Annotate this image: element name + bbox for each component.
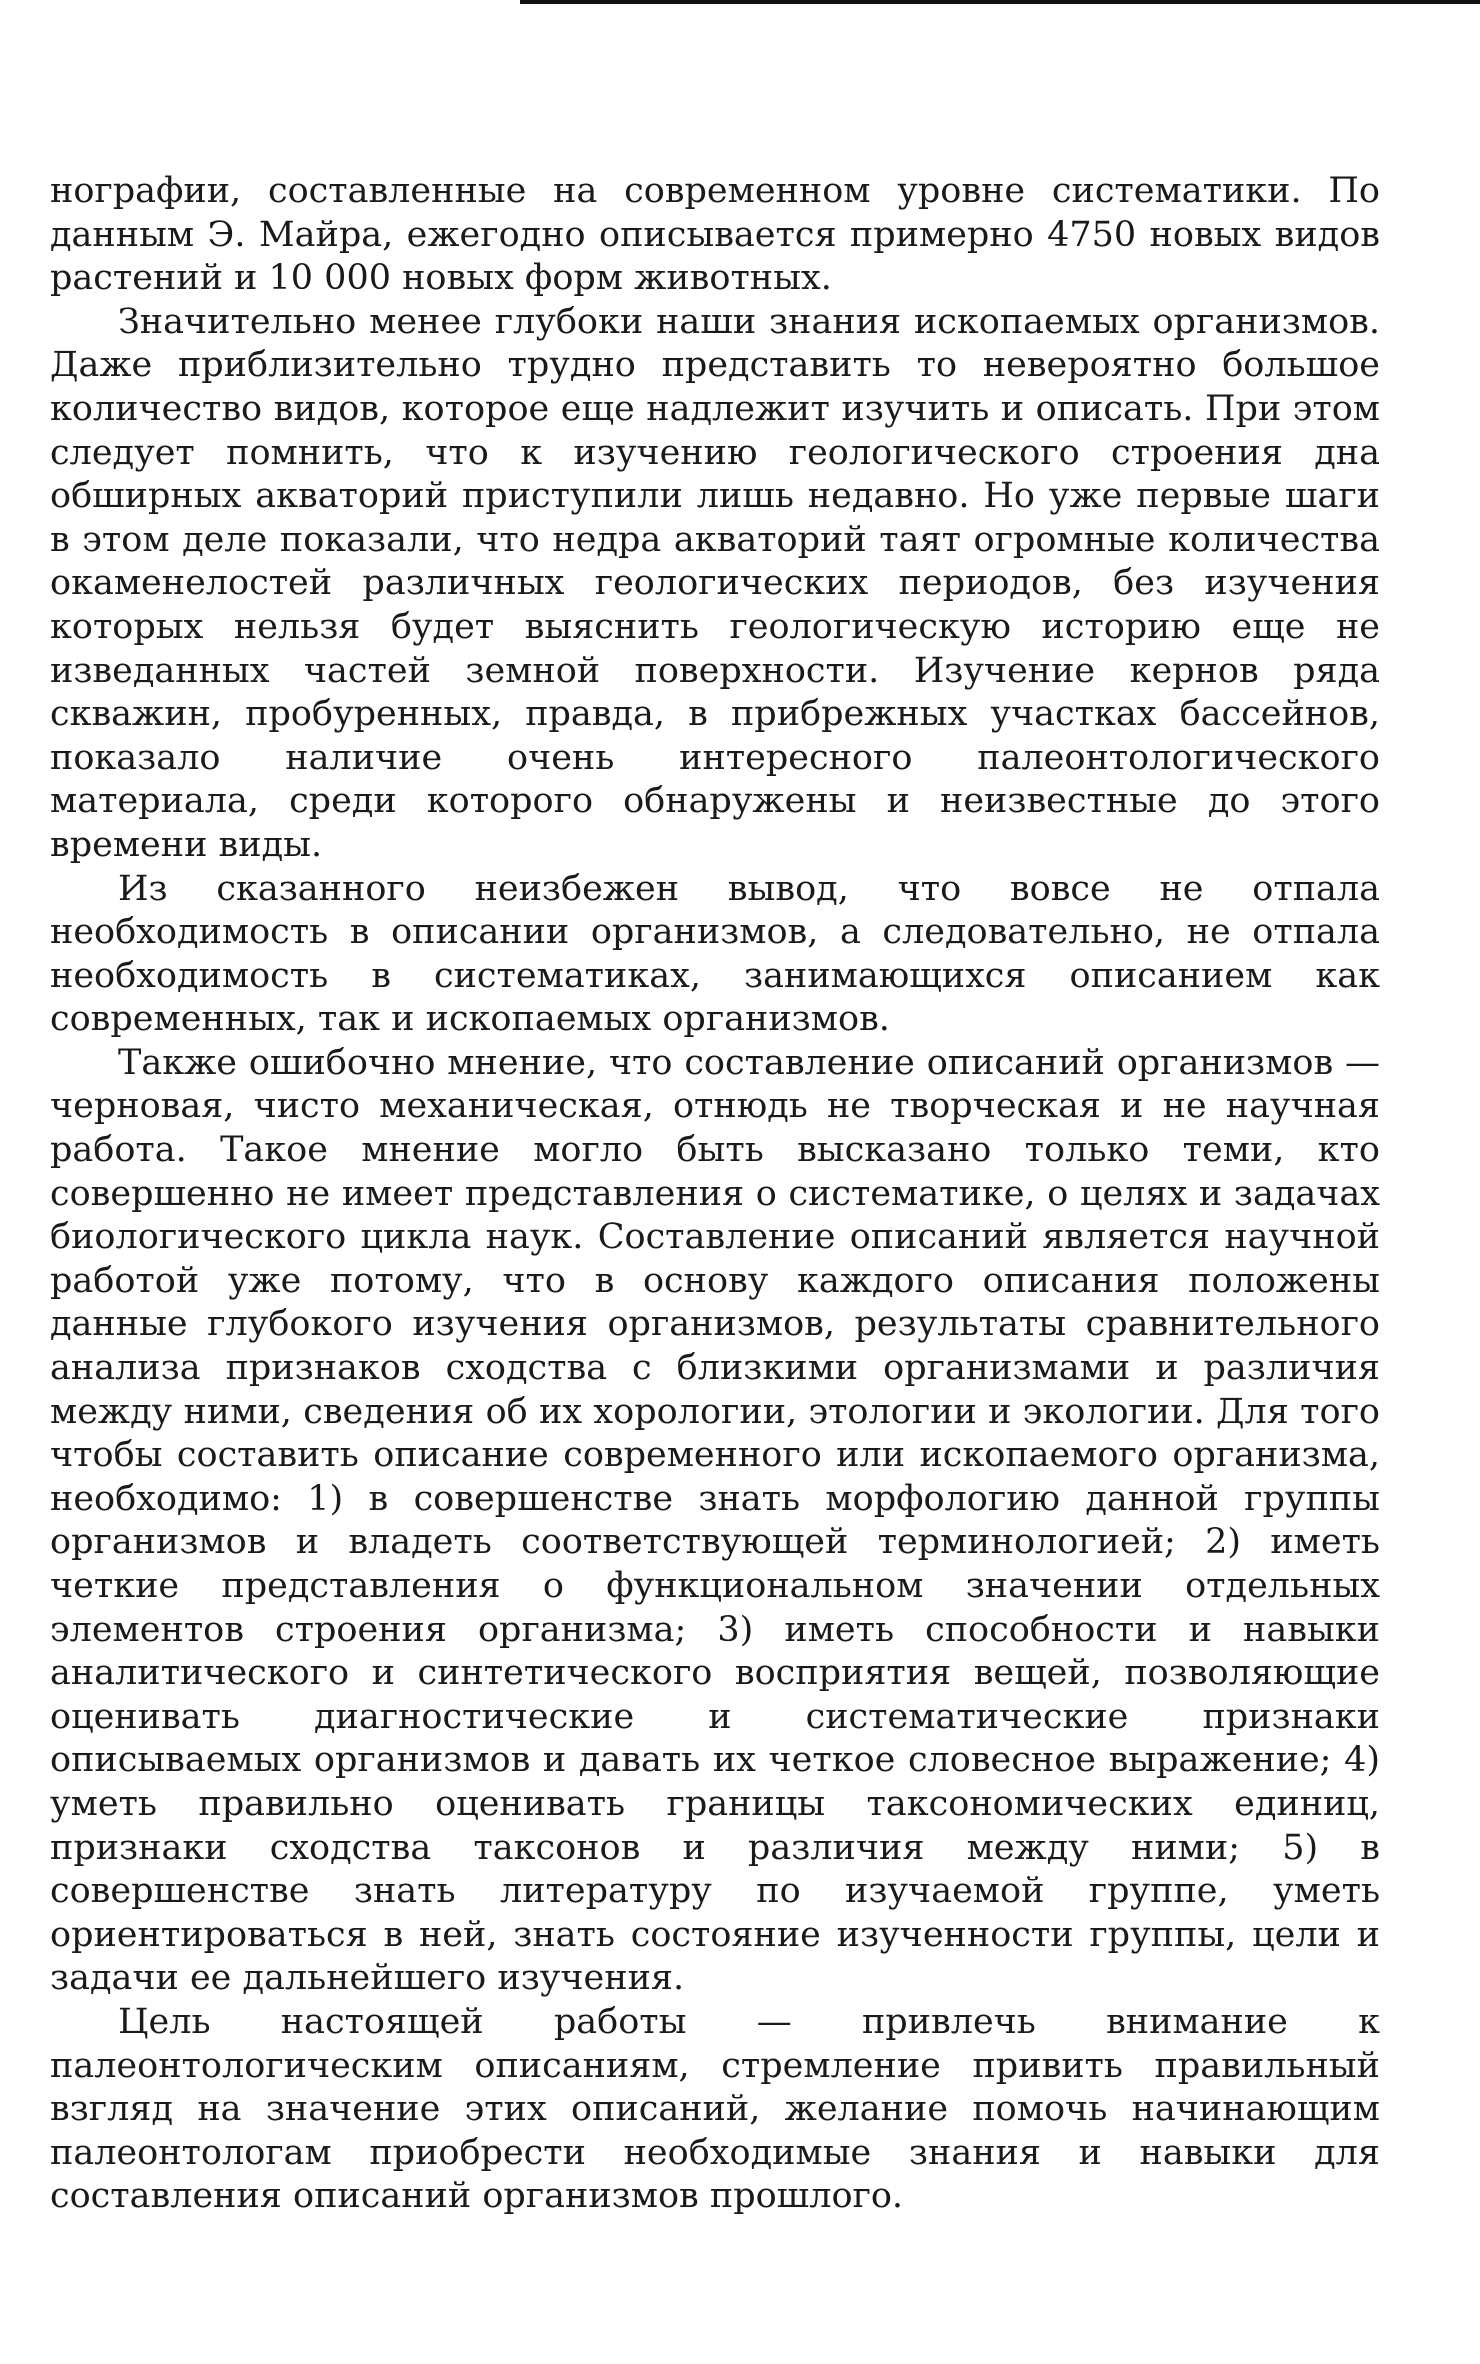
paragraph-fossil-knowledge: Значительно менее глубоки наши знания ископаемых организмов. Даже приблизительно трудно представить то невероятно большое количество видов, которое еще надлежит изучить и описать. При этом следует помнить, что к изучению геологического строения дна обширных акваторий приступили лишь недавно. Но уже первые шаги в этом деле показали, что недра акваторий таят огромные количества окаменелостей различных геологических периодов, без изучения которых нельзя будет выяснить геологическую историю еще не изведанных частей земной поверхности. Изучение кернов ряда скважин, пробуренных, правда, в прибрежных участках бассейнов, показало наличие очень интересного палеонтологического материала, среди которого обнаружены и неизвестные до этого времени виды. — [50, 301, 1380, 865]
paragraph-scientific-work: Также ошибочно мнение, что составление описаний организмов — черновая, чисто механическая, отнюдь не творческая и не научная работа. Такое мнение могло быть высказано только теми, кто совершенно не имеет представления о систематике, о целях и задачах биологического цикла наук. Составление описаний является научной работой уже потому, что в основу каждого описания положены данные глубокого изучения организмов, результаты сравнительного анализа признаков сходства с близкими организмами и различия между ними, сведения об их хорологии, этологии и экологии. Для того чтобы составить описание современного или ископаемого организма, необходимо: 1) в совершенстве знать морфологию данной группы организмов и владеть соответствующей терминологией; 2) иметь четкие представления о функциональном значении отдельных элементов строения организма; 3) иметь способности и навыки аналитического и синтетического восприятия вещей, позволяющие оценивать диагностические и систематические признаки описываемых организмов и давать их четкое словесное выражение; 4) уметь правильно оценивать границы таксономических единиц, признаки сходства таксонов и различия между ними; 5) в совершенстве знать литературу по изучаемой группе, уметь ориентироваться в ней, знать состояние изученности группы, цели и задачи ее дальнейшего изучения. — [50, 1042, 1380, 1999]
paragraph-purpose: Цель настоящей работы — привлечь внимание к палеонтологическим описаниям, стремление привить правильный взгляд на значение этих описаний, желание помочь начинающим палеонтологам приобрести необходимые знания и навыки для составления описаний организмов прошлого. — [50, 2001, 1380, 2217]
paragraph-conclusion: Из сказанного неизбежен вывод, что вовсе не отпала необходимость в описании организмов, а следовательно, не отпала необходимость в систематиках, занимающихся описанием как современных, так и ископаемых организмов. — [50, 868, 1380, 1040]
page-body — [50, 170, 1380, 2219]
paragraph-continuation: нографии, составленные на современном уровне систематики. По данным Э. Майра, ежегодно описывается примерно 4750 новых видов растений и 10 000 новых форм животных. — [50, 171, 1380, 299]
page-top-rule — [520, 0, 1480, 4]
